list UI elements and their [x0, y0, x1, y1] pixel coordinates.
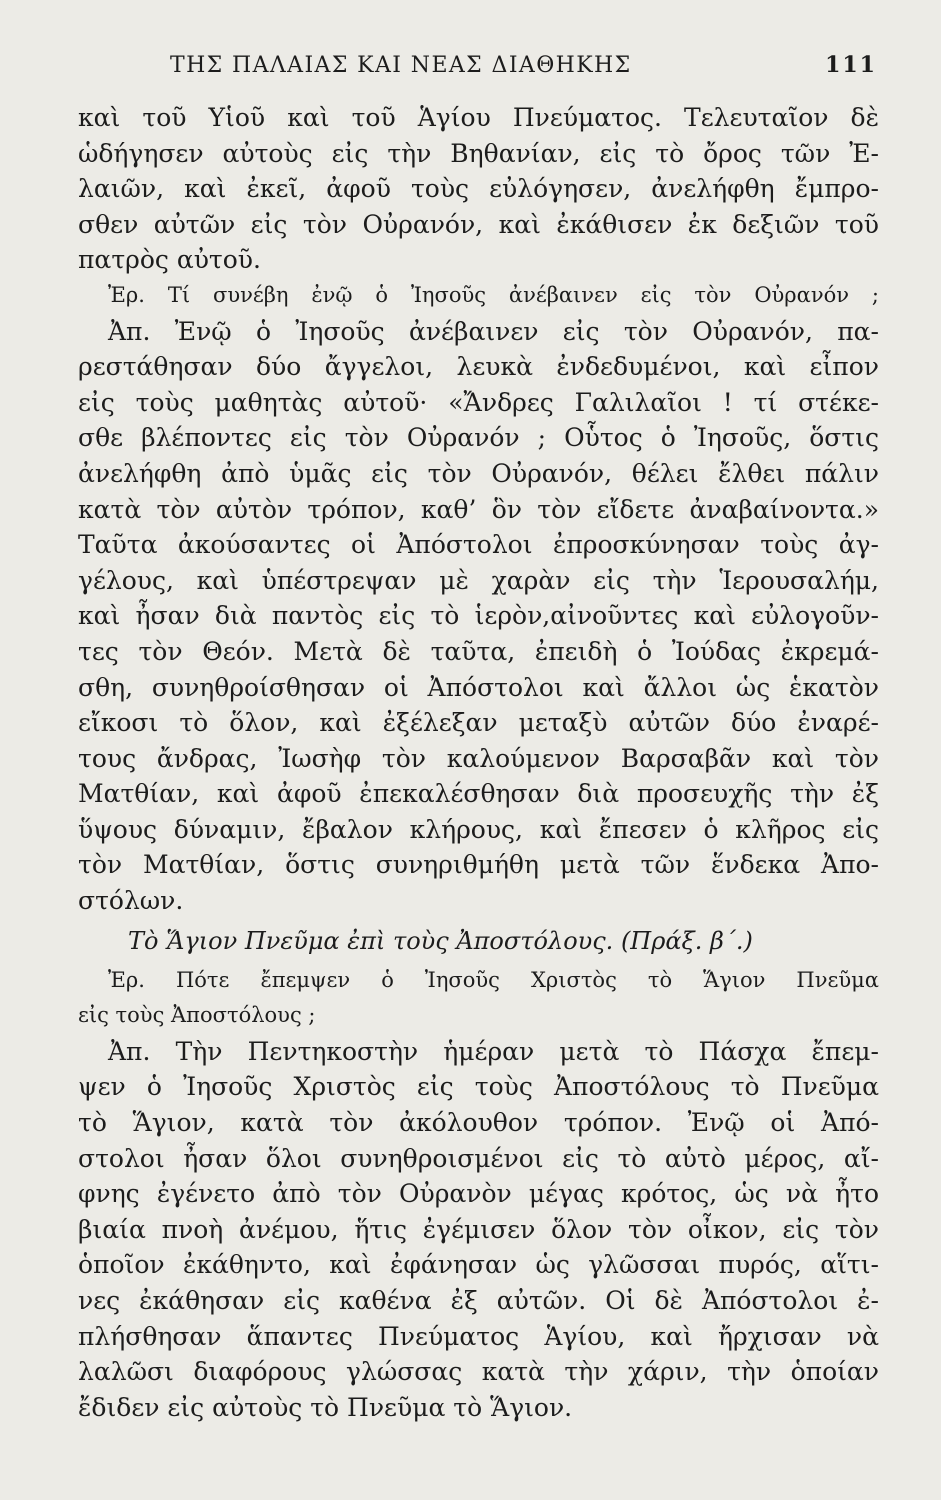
- text-line: καὶ τοῦ Υἱοῦ καὶ τοῦ Ἁγίου Πνεύματος. Τελευταῖον δὲ: [78, 103, 879, 132]
- text-line: λαλῶσι διαφόρους γλώσσας κατὰ τὴν χάριν, τὴν ὁποίαν: [78, 1357, 879, 1387]
- text-line: εἰς τοὺς μαθητὰς αὐτοῦ· «Ἄνδρες Γαλιλαῖοι ! τί στέκε-: [78, 387, 879, 417]
- text-line: τὸν Ματθίαν, ὅστις συνηριθμήθη μετὰ τῶν ἕνδεκα Ἀπο-: [78, 850, 879, 880]
- text-line: πλήσθησαν ἅπαντες Πνεύματος Ἁγίου, καὶ ἤρχισαν νὰ: [78, 1321, 879, 1351]
- running-title: ΤΗΣ ΠΑΛΑΙΑΣ ΚΑΙ ΝΕΑΣ ΔΙΑΘΗΚΗΣ: [170, 53, 632, 78]
- text-line: σθεν αὐτῶν εἰς τὸν Οὐρανόν, καὶ ἐκάθισεν ἐκ δεξιῶν τοῦ: [78, 209, 879, 239]
- text-line: σθε βλέποντες εἰς τὸν Οὐρανόν ; Οὗτος ὁ Ἰησοῦς, ὅστις: [78, 423, 879, 453]
- text-line: ὕψους δύναμιν, ἔβαλον κλήρους, καὶ ἔπεσεν ὁ κλῆρος εἰς: [78, 814, 879, 844]
- text-line: πατρὸς αὐτοῦ.: [78, 245, 261, 275]
- text-line: στολοι ἦσαν ὅλοι συνηθροισμένοι εἰς τὸ αὐτὸ μέρος, αἴ-: [78, 1143, 879, 1173]
- text-line: σθη, συνηθροίσθησαν οἱ Ἀπόστολοι καὶ ἄλλοι ὡς ἑκατὸν: [78, 672, 879, 702]
- text-line: κατὰ τὸν αὐτὸν τρόπον, καθ’ ὃν τὸν εἴδετε ἀναβαίνοντα.»: [78, 494, 879, 524]
- section-heading: Τὸ Ἅγιον Πνεῦμα ἐπὶ τοὺς Ἀποστόλους. (Πράξ. β΄.): [128, 926, 753, 955]
- text-line: γέλους, καὶ ὑπέστρεψαν μὲ χαρὰν εἰς τὴν Ἱερουσαλήμ,: [78, 565, 879, 595]
- text-line: λαιῶν, καὶ ἐκεῖ, ἀφοῦ τοὺς εὐλόγησεν, ἀνελήφθη ἔμπρο-: [78, 174, 879, 204]
- question-line: Ἐρ. Τί συνέβη ἐνῷ ὁ Ἰησοῦς ἀνέβαινεν εἰς τὸν Οὐρανόν ;: [108, 282, 879, 307]
- running-head: [78, 52, 879, 78]
- text-line: ρεστάθησαν δύο ἄγγελοι, λευκὰ ἐνδεδυμένοι, καὶ εἶπον: [78, 352, 879, 382]
- text-line: Ταῦτα ἀκούσαντες οἱ Ἀπόστολοι ἐπροσκύνησαν τοὺς ἀγ-: [78, 530, 879, 560]
- text-line: ἀνελήφθη ἀπὸ ὑμᾶς εἰς τὸν Οὐρανόν, θέλει ἔλθει πάλιν: [78, 458, 879, 488]
- text-line: στόλων.: [78, 886, 184, 916]
- text-line: καὶ ἦσαν διὰ παντὸς εἰς τὸ ἱερὸν,αἰνοῦντες καὶ εὐλογοῦν-: [78, 601, 879, 631]
- text-line: ἔδιδεν εἰς αὐτοὺς τὸ Πνεῦμα τὸ Ἅγιον.: [78, 1392, 573, 1422]
- text-line: νες ἐκάθησαν εἰς καθένα ἐξ αὐτῶν. Οἱ δὲ Ἀπόστολοι ἐ-: [78, 1286, 879, 1315]
- text-line: ὁποῖον ἐκάθηντο, καὶ ἐφάνησαν ὡς γλῶσσαι πυρός, αἵτι-: [78, 1250, 879, 1280]
- answer-line: Ἀπ. Τὴν Πεντηκοστὴν ἡμέραν μετὰ τὸ Πάσχα ἔπεμ-: [108, 1036, 879, 1066]
- text-line: τους ἄνδρας, Ἰωσὴφ τὸν καλούμενον Βαρσαβᾶν καὶ τὸν: [78, 743, 879, 773]
- question-line: Ἐρ. Πότε ἔπεμψεν ὁ Ἰησοῦς Χριστὸς τὸ Ἅγιον Πνεῦμα: [108, 967, 879, 992]
- page-number: 111: [825, 52, 877, 78]
- text-block-1: [78, 100, 879, 919]
- text-line: φνης ἐγένετο ἀπὸ τὸν Οὐρανὸν μέγας κρότος, ὡς νὰ ἦτο: [78, 1179, 879, 1209]
- text-block-2: [78, 963, 879, 1426]
- answer-line: Ἀπ. Ἐνῷ ὁ Ἰησοῦς ἀνέβαινεν εἰς τὸν Οὐρανόν, πα-: [108, 316, 879, 346]
- text-line: εἴκοσι τὸ ὅλον, καὶ ἐξέλεξαν μεταξὺ αὐτῶν δύο ἐναρέ-: [78, 708, 879, 738]
- text-line: ψεν ὁ Ἰησοῦς Χριστὸς εἰς τοὺς Ἀποστόλους τὸ Πνεῦμα: [78, 1072, 879, 1102]
- text-line: εἰς τοὺς Ἀποστόλους ;: [78, 1003, 316, 1028]
- text-line: Ματθίαν, καὶ ἀφοῦ ἐπεκαλέσθησαν διὰ προσευχῆς τὴν ἐξ: [78, 779, 879, 809]
- text-line: ὡδήγησεν αὐτοὺς εἰς τὴν Βηθανίαν, εἰς τὸ ὄρος τῶν Ἐ-: [78, 138, 879, 168]
- text-line: τες τὸν Θεόν. Μετὰ δὲ ταῦτα, ἐπειδὴ ὁ Ἰούδας ἐκρεμά-: [78, 636, 879, 666]
- text-line: τὸ Ἅγιον, κατὰ τὸν ἀκόλουθον τρόπον. Ἐνῷ οἱ Ἀπό-: [78, 1108, 879, 1138]
- text-line: βιαία πνοὴ ἀνέμου, ἥτις ἐγέμισεν ὅλον τὸν οἶκον, εἰς τὸν: [78, 1214, 879, 1244]
